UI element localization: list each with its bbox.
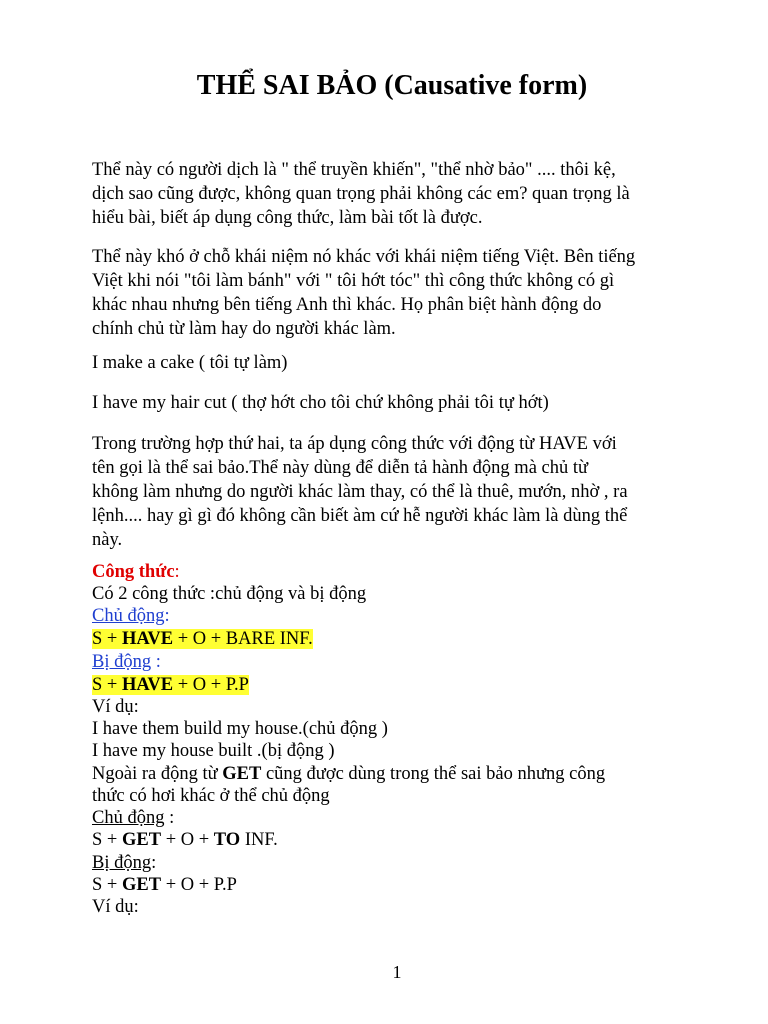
have-example-active: I have them build my house.(chủ động ) bbox=[92, 719, 388, 739]
page-number: 1 bbox=[392, 962, 402, 982]
have-passive-formula bbox=[92, 674, 249, 696]
have-example-passive: I have my house built .(bị động ) bbox=[92, 741, 335, 761]
explanation-line: lệnh.... hay gì gì đó không cần biết àm cứ hễ người khác làm là dùng thể bbox=[92, 506, 628, 526]
have-active-highlight bbox=[92, 629, 313, 649]
passive-label-colon: : bbox=[151, 652, 161, 672]
formula-part: + O + P.P bbox=[173, 675, 249, 695]
get-passive-formula bbox=[92, 874, 237, 896]
intro-line: Thể này có người dịch là " thể truyền khiến", "thể nhờ bảo" .... thôi kệ, bbox=[92, 160, 616, 180]
formula-verb: GET bbox=[121, 875, 162, 895]
concept-line: chính chủ từ làm hay do người khác làm. bbox=[92, 319, 396, 339]
example-label-2: Ví dụ: bbox=[92, 897, 139, 917]
formula-part: S + bbox=[92, 830, 122, 850]
example-label: Ví dụ: bbox=[92, 697, 139, 717]
document-title: THỂ SAI BẢO (Causative form) bbox=[196, 70, 588, 101]
get-passive-label-line bbox=[92, 852, 156, 874]
concept-paragraph bbox=[92, 245, 712, 341]
explanation-line: này. bbox=[92, 530, 123, 550]
formula-part: S + bbox=[92, 875, 122, 895]
concept-line: Việt khi nói "tôi làm bánh" với " tôi hớt tóc" thì công thức không có gì bbox=[92, 271, 615, 291]
formula-heading bbox=[92, 561, 180, 583]
intro-paragraph bbox=[92, 158, 712, 230]
formula-part: + O + P.P bbox=[161, 875, 237, 895]
note-verb: GET bbox=[222, 764, 262, 784]
explanation-paragraph bbox=[92, 432, 712, 552]
active-label-colon: : bbox=[164, 606, 170, 626]
formula-part: S + bbox=[92, 675, 122, 695]
get-passive-colon: : bbox=[151, 853, 157, 873]
get-passive-label: Bị động bbox=[92, 853, 152, 873]
explanation-line: tên gọi là thể sai bảo.Thể này dùng để diễn tả hành động mà chủ từ bbox=[92, 458, 589, 478]
passive-label: Bị động bbox=[92, 652, 152, 672]
intro-line: hiểu bài, biết áp dụng công thức, làm bài tốt là được. bbox=[92, 208, 483, 228]
formula-verb: HAVE bbox=[121, 629, 174, 649]
formula-heading-colon: : bbox=[174, 562, 180, 582]
get-active-colon: : bbox=[164, 808, 175, 828]
formula-part: S + bbox=[92, 629, 122, 649]
formula-intro: Có 2 công thức :chủ động và bị động bbox=[92, 584, 367, 604]
formula-part: + O + BARE INF. bbox=[173, 629, 313, 649]
note-text: Ngoài ra động từ bbox=[92, 764, 223, 784]
formula-verb: GET bbox=[121, 830, 162, 850]
intro-line: dịch sao cũng được, không quan trọng phải không các em? quan trọng là bbox=[92, 184, 630, 204]
concept-line: khác nhau nhưng bên tiếng Anh thì khác. Họ phân biệt hành động do bbox=[92, 295, 602, 315]
concept-line: Thể này khó ở chỗ khái niệm nó khác với khái niệm tiếng Việt. Bên tiếng bbox=[92, 247, 636, 267]
formula-to: TO bbox=[213, 830, 241, 850]
active-label: Chủ động bbox=[92, 606, 165, 626]
get-active-label-line bbox=[92, 807, 174, 829]
active-label-line bbox=[92, 605, 170, 627]
formula-part: + O + bbox=[161, 830, 214, 850]
explanation-line: Trong trường hợp thứ hai, ta áp dụng công thức với động từ HAVE với bbox=[92, 434, 617, 454]
note-text: cũng được dùng trong thể sai bảo nhưng công bbox=[261, 764, 606, 784]
formula-heading-text: Công thức bbox=[92, 562, 175, 582]
get-note-line-1 bbox=[92, 763, 605, 785]
example-hair-cut: I have my hair cut ( thợ hớt cho tôi chứ không phải tôi tự hớt) bbox=[92, 393, 549, 413]
example-make-cake: I make a cake ( tôi tự làm) bbox=[92, 353, 288, 373]
have-active-formula bbox=[92, 628, 313, 650]
get-active-formula bbox=[92, 829, 278, 851]
get-active-label: Chủ động bbox=[92, 808, 165, 828]
passive-label-line bbox=[92, 651, 161, 673]
formula-verb: HAVE bbox=[121, 675, 174, 695]
get-note-line-2: thức có hơi khác ở thể chủ động bbox=[92, 786, 330, 806]
formula-part: INF. bbox=[240, 830, 278, 850]
have-passive-highlight bbox=[92, 675, 249, 695]
explanation-line: không làm nhưng do người khác làm thay, có thể là thuê, mướn, nhờ , ra bbox=[92, 482, 628, 502]
